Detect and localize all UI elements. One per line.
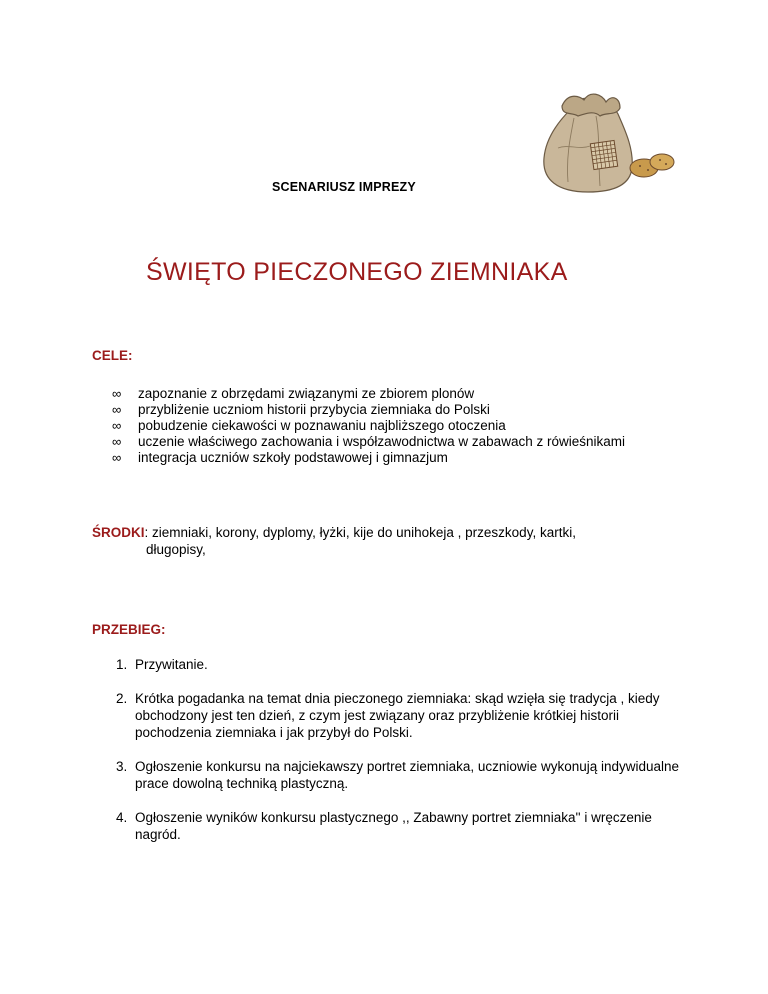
means-section bbox=[92, 524, 692, 558]
infinity-bullet-icon: ∞ bbox=[112, 402, 122, 417]
means-text-line2: długopisy, bbox=[146, 542, 206, 557]
list-item bbox=[92, 758, 692, 792]
infinity-bullet-icon: ∞ bbox=[112, 386, 122, 401]
goals-heading: CELE: bbox=[92, 348, 133, 363]
goal-text: przybliżenie uczniom historii przybycia ziemniaka do Polski bbox=[138, 402, 490, 417]
list-item bbox=[92, 656, 692, 673]
goal-text: pobudzenie ciekawości w poznawaniu najbliższego otoczenia bbox=[138, 418, 506, 433]
steps-list bbox=[92, 656, 692, 860]
step-text: Krótka pogadanka na temat dnia pieczonego ziemniaka: skąd wzięła się tradycja , kiedy obchodzony jest ten dzień, z czym jest związany oraz przybliżenie krótkiej historii pochodzenia ziemniaka i jak przybył do Polski. bbox=[135, 691, 660, 740]
list-item bbox=[92, 690, 692, 741]
step-text: Przywitanie. bbox=[135, 657, 208, 672]
step-text: Ogłoszenie wyników konkursu plastycznego ,, Zabawny portret ziemniaka'' i wręczenie nagród. bbox=[135, 810, 652, 842]
goal-text: zapoznanie z obrzędami związanymi ze zbiorem plonów bbox=[138, 386, 475, 401]
step-number: 1. bbox=[116, 657, 128, 672]
goal-text: integracja uczniów szkoły podstawowej i gimnazjum bbox=[138, 450, 448, 465]
infinity-bullet-icon: ∞ bbox=[112, 434, 122, 449]
goal-text: uczenie właściwego zachowania i współzawodnictwa w zabawach z rówieśnikami bbox=[138, 434, 625, 449]
infinity-bullet-icon: ∞ bbox=[112, 450, 122, 465]
infinity-bullet-icon: ∞ bbox=[112, 418, 122, 433]
means-colon: : bbox=[144, 525, 149, 540]
progress-heading: PRZEBIEG: bbox=[92, 622, 166, 637]
list-item bbox=[112, 434, 632, 450]
goals-list bbox=[112, 386, 632, 466]
list-item bbox=[112, 450, 632, 466]
document-subtitle: SCENARIUSZ IMPREZY bbox=[272, 180, 416, 194]
step-text: Ogłoszenie konkursu na najciekawszy portret ziemniaka, uczniowie wykonują indywidualne prace dowolną techniką plastyczną. bbox=[135, 759, 680, 791]
step-number: 3. bbox=[116, 759, 128, 774]
means-label: ŚRODKI bbox=[92, 525, 145, 540]
document-title: ŚWIĘTO PIECZONEGO ZIEMNIAKA bbox=[146, 258, 568, 286]
step-number: 4. bbox=[116, 810, 128, 825]
potato-sack-illustration bbox=[540, 88, 680, 198]
means-text-line1: ziemniaki, korony, dyplomy, łyżki, kije do unihokeja , przeszkody, kartki, bbox=[148, 525, 576, 540]
list-item bbox=[112, 386, 632, 402]
list-item bbox=[112, 418, 632, 434]
step-number: 2. bbox=[116, 691, 128, 706]
list-item bbox=[92, 809, 692, 843]
list-item bbox=[112, 402, 632, 418]
potato-sack-icon bbox=[540, 88, 680, 198]
